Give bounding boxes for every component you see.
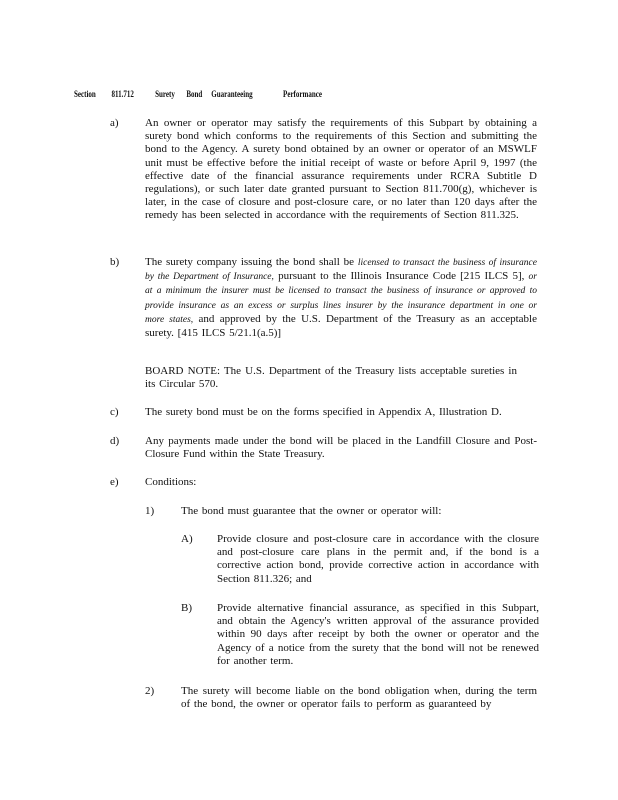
section-title-word: Surety <box>155 89 175 99</box>
subsection-a-label: a) <box>110 117 119 129</box>
condition-2-text: The surety will become liable on the bond obligation when, during the term of the bond, the owner or operator fails to perform as guaranteed by <box>181 685 537 711</box>
b-text-italic2: or at a minimum the insurer must be licensed to transact the business of insurance or approved to provide insurance as an excess or surplus lines insurer by the insurance department in one or more states, <box>145 272 537 325</box>
section-heading <box>74 89 322 99</box>
subsection-b-text <box>145 256 537 340</box>
board-note: BOARD NOTE: The U.S. Department of the Treasury lists acceptable sureties in its Circular 570. <box>145 365 517 391</box>
b-text-part2: pursuant to the Illinois Insurance Code [215 ILCS 5], <box>273 270 529 283</box>
subsection-c-label: c) <box>110 406 119 418</box>
condition-1a-text: Provide closure and post-closure care in accordance with the closure and post-closure care plans in the permit and, if the bond is a corrective action bond, provide corrective action in accordance with Section 811.326; and <box>217 533 539 585</box>
condition-1b-label: B) <box>181 602 192 614</box>
section-title-word: Guaranteeing <box>211 89 253 99</box>
subsection-e-label: e) <box>110 476 119 488</box>
subsection-d-text: Any payments made under the bond will be placed in the Landfill Closure and Post-Closure Fund within the State Treasury. <box>145 435 537 461</box>
condition-1b-text: Provide alternative financial assurance, as specified in this Subpart, and obtain the Agency's written approval of the assurance provided within 90 days after receipt by both the owner or operator and the Agency of a notice from the surety that the bond will not be renewed for another term. <box>217 602 539 667</box>
subsection-b-label: b) <box>110 256 120 268</box>
section-title-word: Bond <box>186 89 203 99</box>
condition-1-text: The bond must guarantee that the owner or operator will: <box>181 505 442 517</box>
section-number: 811.712 <box>111 89 134 99</box>
b-text-part3: and approved by the U.S. Department of the Treasury as an acceptable surety. [415 ILCS 5/21.1(a.5)] <box>145 312 538 340</box>
section-title-word: Performance <box>283 89 323 99</box>
b-text-italic1: licensed to transact the business of insurance by the Department of Insurance, <box>145 258 537 283</box>
subsection-c-text: The surety bond must be on the forms specified in Appendix A, Illustration D. <box>145 406 502 418</box>
b-text-part1: The surety company issuing the bond shall be <box>145 256 358 268</box>
subsection-d-label: d) <box>110 435 120 447</box>
condition-1-label: 1) <box>145 505 155 517</box>
condition-2-label: 2) <box>145 685 155 697</box>
subsection-a-text: An owner or operator may satisfy the requirements of this Subpart by obtaining a surety bond which conforms to the requirements of this Section and submitting the bond to the Agency. A surety bond obtained by an owner or operator of an MSWLF unit must be effective before the initial receipt of waste or before April 9, 1997 (the effective date of the financial assurance requirements under RCRA Subtitle D regulations), or such later date granted pursuant to Section 811.700(g), whichever is later, in the case of closure and post-closure care, or no later than 120 days after the remedy has been selected in accordance with the requirements of Section 811.325. <box>145 117 537 222</box>
subsection-e-text: Conditions: <box>145 476 197 488</box>
condition-1a-label: A) <box>181 533 193 545</box>
section-label: Section <box>74 89 96 99</box>
